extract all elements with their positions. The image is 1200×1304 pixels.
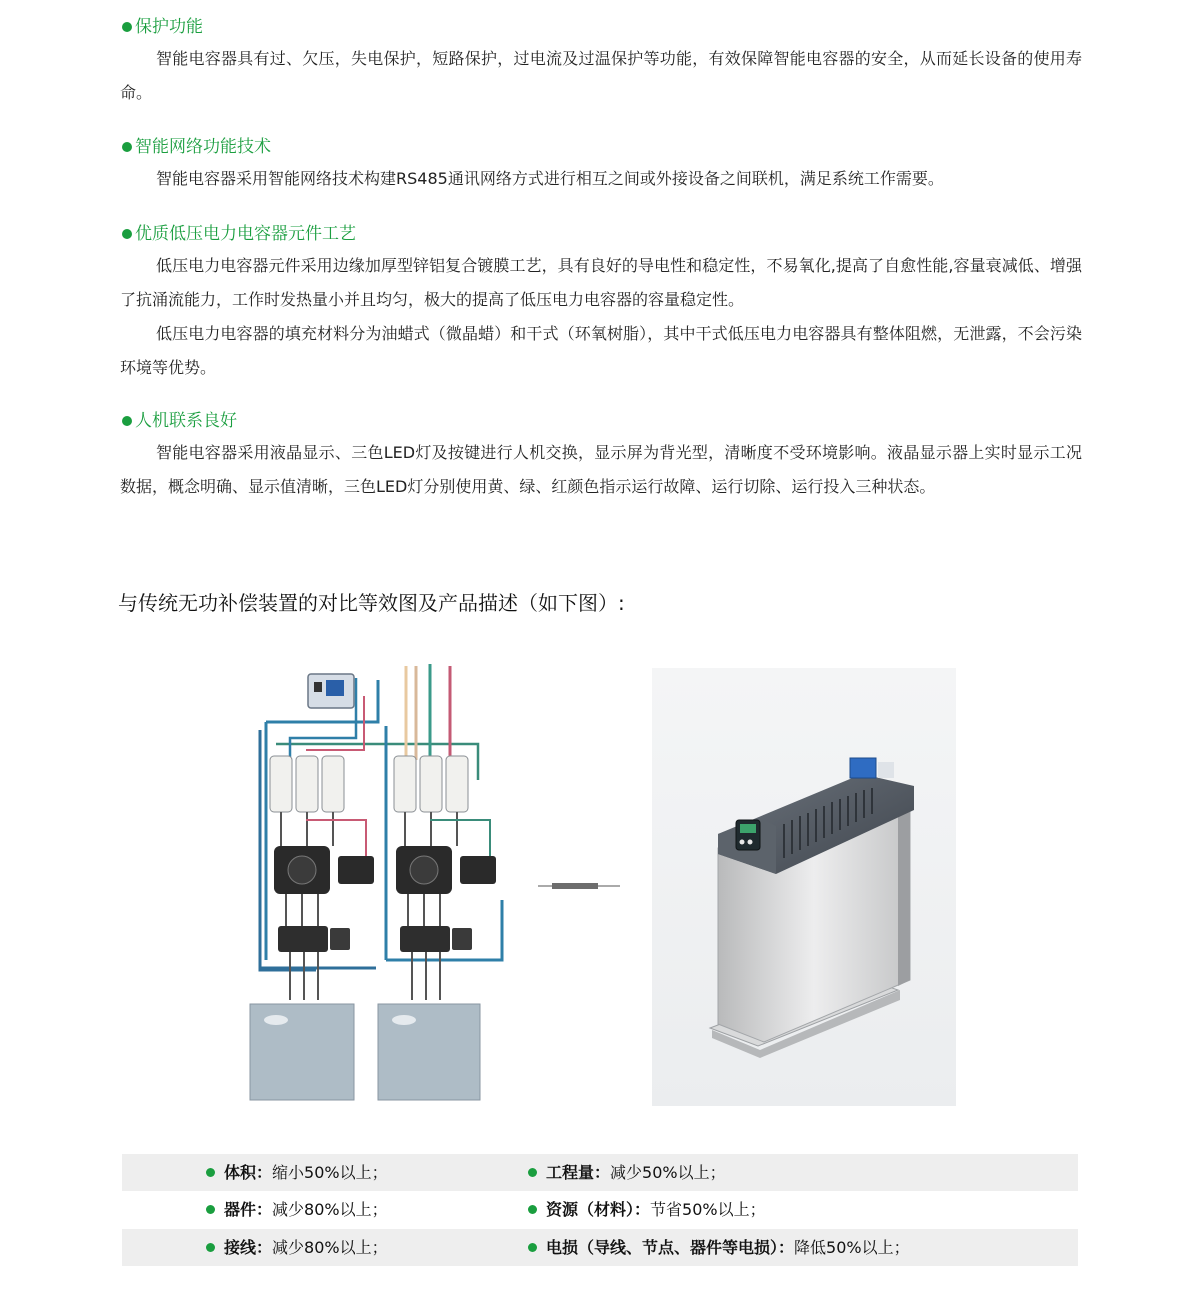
feature-label: 资源（材料） — [546, 1200, 635, 1219]
feature-label: 接线 — [224, 1238, 257, 1257]
bullet-dot-icon — [122, 229, 132, 239]
table-row: 接线：减少80%以上； 电损（导线、节点、器件等电损）：降低50%以上； — [122, 1229, 1078, 1266]
section-title-text: 优质低压电力电容器元件工艺 — [135, 224, 356, 244]
smart-capacitor-drawing — [652, 668, 956, 1106]
section-title-text: 人机联系良好 — [135, 411, 237, 431]
bullet-dot-icon — [122, 416, 132, 426]
section-protection — [120, 14, 1082, 110]
section-process — [120, 221, 1082, 385]
section-title — [120, 408, 1082, 434]
features-table — [122, 1154, 1078, 1266]
section-title — [120, 134, 1082, 160]
section-hmi — [120, 408, 1082, 504]
bullet-dot-icon — [122, 22, 132, 32]
table-row: 体积：缩小50%以上； 工程量：减少50%以上； — [122, 1154, 1078, 1191]
bullet-dot-icon — [528, 1168, 537, 1177]
section-network — [120, 134, 1082, 196]
feature-label: 电损（导线、节点、器件等电损） — [546, 1238, 779, 1257]
feature-value: 减少80%以上； — [272, 1238, 388, 1257]
section-title — [120, 221, 1082, 247]
feature-value: 减少80%以上； — [272, 1200, 388, 1219]
section-paragraph: 智能电容器具有过、欠压，失电保护，短路保护，过电流及过温保护等功能，有效保障智能电容器的安全，从而延长设备的使用寿命。 — [120, 49, 1082, 102]
bullet-dot-icon — [528, 1205, 537, 1214]
equivalence-connector-icon — [538, 876, 620, 886]
feature-value: 降低50%以上； — [794, 1238, 910, 1257]
traditional-device-drawing — [246, 660, 516, 1102]
section-paragraph: 智能电容器采用液晶显示、三色LED灯及按键进行人机交换，显示屏为背光型，清晰度不受环境影响。液晶显示器上实时显示工况数据，概念明确、显示值清晰，三色LED灯分别使用黄、绿、红颜色指示运行故障、运行切除、运行投入三种状态。 — [120, 443, 1082, 496]
feature-label: 体积 — [224, 1163, 257, 1182]
bullet-dot-icon — [528, 1243, 537, 1252]
bullet-dot-icon — [122, 142, 132, 152]
comparison-heading: 与传统无功补偿装置的对比等效图及产品描述（如下图）: — [118, 591, 625, 615]
section-title — [120, 14, 1082, 40]
traditional-device-illustration — [246, 660, 516, 1102]
feature-value: 减少50%以上； — [610, 1163, 726, 1182]
bullet-dot-icon — [206, 1243, 215, 1252]
feature-label: 器件 — [224, 1200, 257, 1219]
section-paragraph: 智能电容器采用智能网络技术构建RS485通讯网络方式进行相互之间或外接设备之间联机，满足系统工作需要。 — [156, 169, 944, 188]
feature-label: 工程量 — [546, 1163, 595, 1182]
feature-value: 节省50%以上； — [650, 1200, 766, 1219]
smart-capacitor-product-image — [652, 668, 956, 1106]
table-row: 器件：减少80%以上； 资源（材料）：节省50%以上； — [122, 1191, 1078, 1228]
section-paragraph: 低压电力电容器的填充材料分为油蜡式（微晶蜡）和干式（环氧树脂），其中干式低压电力电容器具有整体阻燃，无泄露，不会污染环境等优势。 — [120, 324, 1082, 377]
bullet-dot-icon — [206, 1168, 215, 1177]
feature-value: 缩小50%以上； — [272, 1163, 388, 1182]
section-title-text: 保护功能 — [135, 17, 203, 37]
section-paragraph: 低压电力电容器元件采用边缘加厚型锌铝复合镀膜工艺，具有良好的导电性和稳定性，不易氧化,提高了自愈性能,容量衰减低、增强了抗涌流能力，工作时发热量小并且均匀，极大的提高了低压电力电容器的容量稳定性。 — [120, 256, 1082, 309]
section-title-text: 智能网络功能技术 — [135, 137, 271, 157]
bullet-dot-icon — [206, 1205, 215, 1214]
